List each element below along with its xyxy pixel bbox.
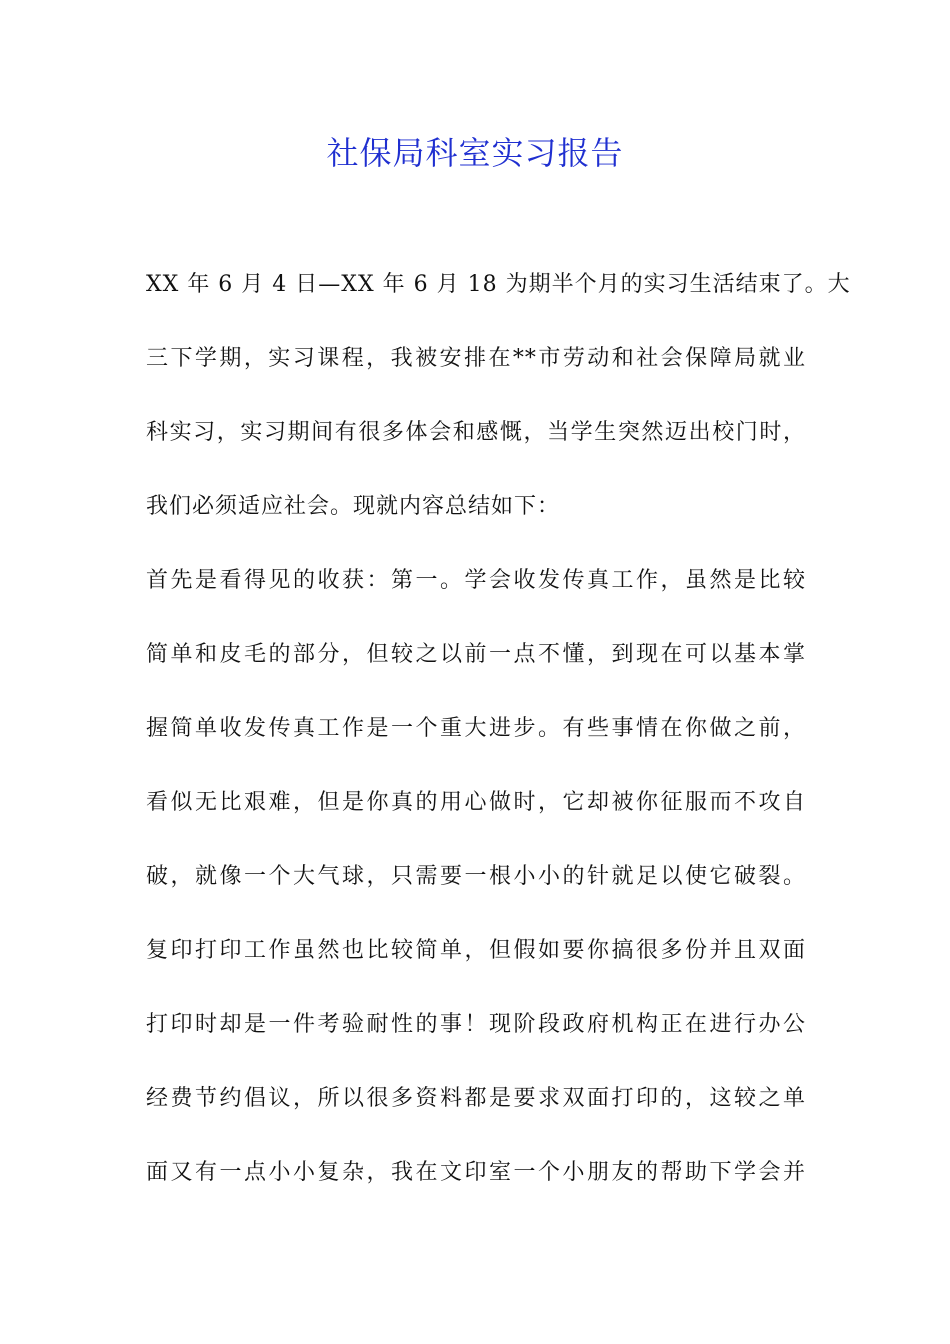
body-line: 经费节约倡议，所以很多资料都是要求双面打印的，这较之单 bbox=[146, 1086, 806, 1111]
body-line: 三下学期，实习课程，我被安排在**市劳动和社会保障局就业 bbox=[146, 346, 806, 371]
body-line: 破，就像一个大气球，只需要一根小小的针就足以使它破裂。 bbox=[146, 864, 806, 889]
body-line: 复印打印工作虽然也比较简单，但假如要你搞很多份并且双面 bbox=[146, 938, 806, 963]
body-line: 科实习，实习期间有很多体会和感慨，当学生突然迈出校门时， bbox=[146, 420, 806, 445]
body-line: 简单和皮毛的部分，但较之以前一点不懂，到现在可以基本掌 bbox=[146, 642, 806, 667]
body-line: 握简单收发传真工作是一个重大进步。有些事情在你做之前， bbox=[146, 716, 806, 741]
body-line: XX 年 6 月 4 日—XX 年 6 月 18 为期半个月的实习生活结束了。大 bbox=[146, 272, 851, 297]
body-line: 面又有一点小小复杂，我在文印室一个小朋友的帮助下学会并 bbox=[146, 1160, 806, 1185]
body-line: 我们必须适应社会。现就内容总结如下： bbox=[146, 494, 561, 519]
body-line: 首先是看得见的收获：第一。学会收发传真工作，虽然是比较 bbox=[146, 568, 806, 593]
body-line: 打印时却是一件考验耐性的事！现阶段政府机构正在进行办公 bbox=[146, 1012, 806, 1037]
body-line: 看似无比艰难，但是你真的用心做时，它却被你征服而不攻自 bbox=[146, 790, 806, 815]
document-body bbox=[146, 262, 851, 1224]
document-title: 社保局科室实习报告 bbox=[326, 134, 624, 172]
